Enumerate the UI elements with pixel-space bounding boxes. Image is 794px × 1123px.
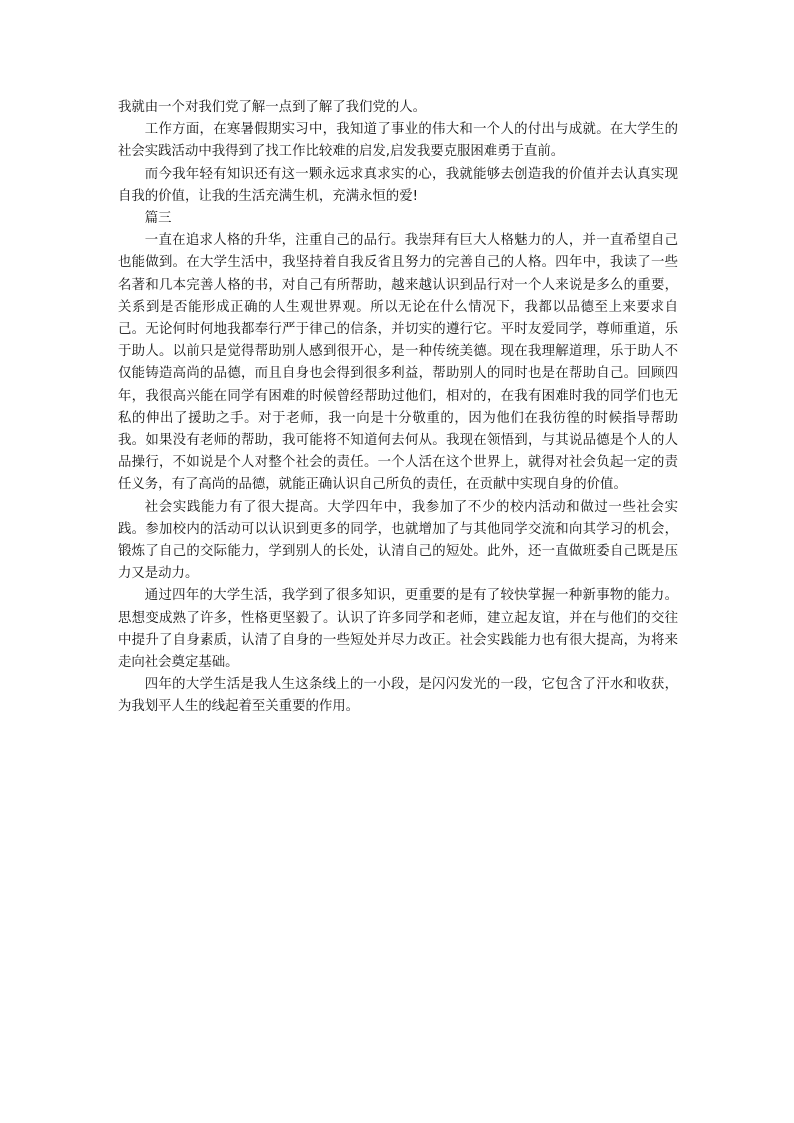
paragraph-work: 工作方面，在寒暑假期实习中，我知道了事业的伟大和一个人的付出与成就。在大学生的社会实践活动中我得到了找工作比较难的启发,启发我要克服困难勇于直前。 [118, 122, 678, 160]
paragraph-youth: 而今我年轻有知识还有这一颗永远求真求实的心，我就能够去创造我的价值并去认真实现自我的价值，让我的生活充满生机，充满永恒的爱! [118, 166, 678, 204]
paragraph-character: 一直在追求人格的升华，注重自己的品行。我崇拜有巨大人格魅力的人，并一直希望自己也能做到。在大学生活中，我坚持着自我反省且努力的完善自己的人格。四年中，我读了一些名著和几本完善人格的书，对自己有所帮助，越来越认识到品行对一个人来说是多么的重要，关系到是否能形成正确的人生观世界观。所以无论在什么情况下，我都以品德至上来要求自己。无论何时何地我都奉行严于律己的信条，并切实的遵行它。平时友爱同学，尊师重道，乐于助人。以前只是觉得帮助别人感到很开心，是一种传统美德。现在我理解道理，乐于助人不仅能铸造高尚的品德，而且自身也会得到很多利益，帮助别人的同时也是在帮助自己。回顾四年，我很高兴能在同学有困难的时候曾经帮助过他们，相对的，在我有困难时我的同学们也无私的伸出了援助之手。对于老师，我一向是十分敬重的，因为他们在我彷徨的时候指导帮助我。如果没有老师的帮助，我可能将不知道何去何从。我现在领悟到，与其说品德是个人的人品操行，不如说是个人对整个社会的责任。一个人活在这个世界上，就得对社会负起一定的责任义务，有了高尚的品德，就能正确认识自己所负的责任，在贡献中实现自身的价值。 [118, 233, 678, 493]
section-heading: 篇三 [144, 211, 172, 227]
paragraph-party-understanding: 我就由一个对我们党了解一点到了解了我们党的人。 [118, 100, 426, 115]
paragraph-conclusion: 四年的大学生活是我人生这条线上的一小段，是闪闪发光的一段，它包含了汗水和收获，为我划平人生的线起着至关重要的作用。 [118, 677, 678, 715]
paragraph-four-years: 通过四年的大学生活，我学到了很多知识，更重要的是有了较快掌握一种新事物的能力。思想变成熟了许多，性格更坚毅了。认识了许多同学和老师，建立起友谊，并在与他们的交往中提升了自身素质，认清了自身的一些短处并尽力改正。社会实践能力也有很大提高，为将来走向社会奠定基础。 [118, 588, 678, 671]
paragraph-social-practice: 社会实践能力有了很大提高。大学四年中，我参加了不少的校内活动和做过一些社会实践。参加校内的活动可以认识到更多的同学，也就增加了与其他同学交流和向其学习的机会，锻炼了自己的交际能力，学到别人的长处，认清自己的短处。此外，还一直做班委自己既是压力又是动力。 [118, 499, 678, 582]
document-page [118, 97, 678, 719]
